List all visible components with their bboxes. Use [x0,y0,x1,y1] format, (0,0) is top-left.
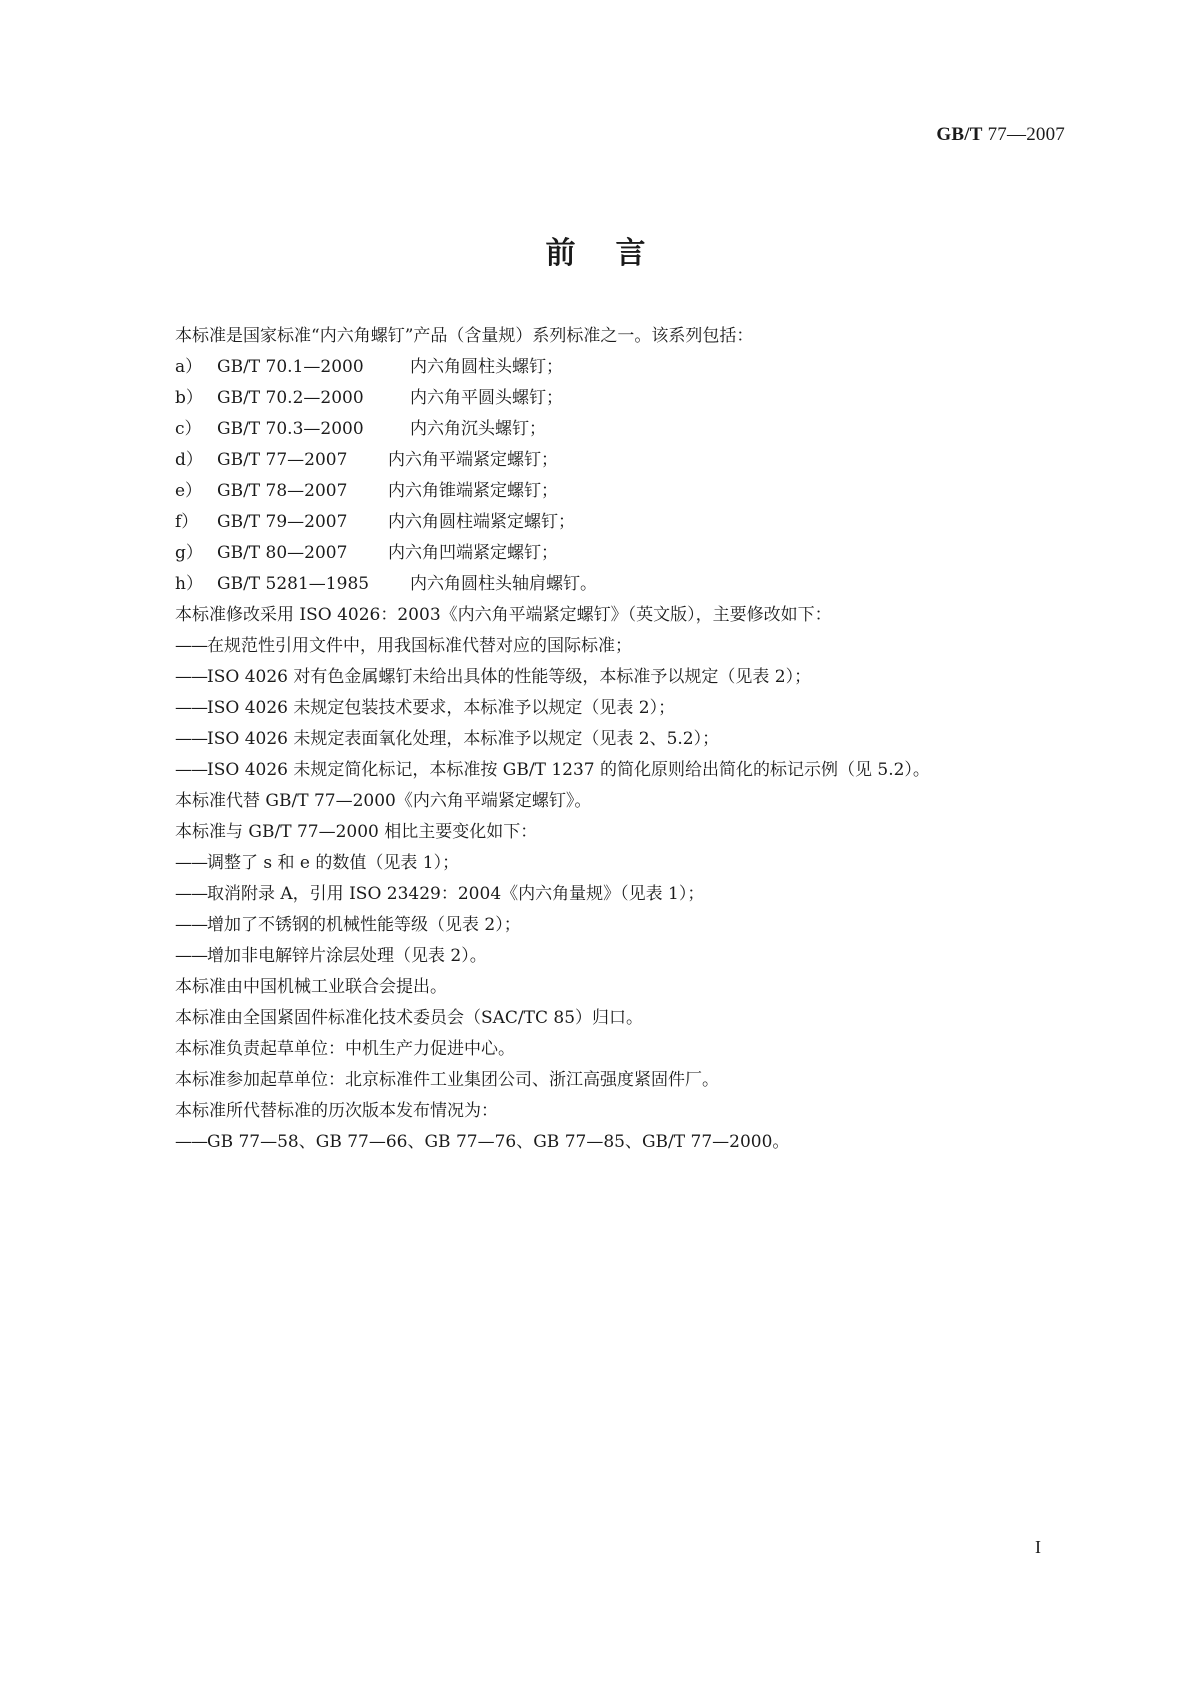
series-item-marker: c） [175,419,202,439]
series-item-marker: a） [175,357,203,377]
drafting-unit-paragraph: 本标准负责起草单位：中机生产力促进中心。 [175,1039,515,1059]
main-change-item [175,848,1075,879]
dash-marker: —— [175,636,207,656]
series-item-marker: e） [175,481,203,501]
main-change-text: 增加非电解锌片涂层处理（见表 2）。 [207,946,487,966]
series-item-name: 内六角平圆头螺钉； [410,388,563,408]
series-item-code: GB/T 70.2—2000 [217,388,364,408]
iso-change-text: ISO 4026 未规定包装技术要求，本标准予以规定（见表 2）； [207,698,676,718]
main-change-text: 增加了不锈钢的机械性能等级（见表 2）； [207,915,521,935]
page-title: 前言 [545,236,686,271]
standard-prefix: GB/T [936,124,983,145]
dash-marker: —— [175,667,207,687]
dash-marker: —— [175,698,207,718]
series-item-name: 内六角沉头螺钉； [410,419,546,439]
main-changes-list [175,848,1075,972]
series-item-name: 内六角圆柱头螺钉； [410,357,563,377]
iso-change-item [175,693,1075,724]
series-item-marker: h） [175,574,203,594]
series-item-name: 内六角圆柱端紧定螺钉； [388,512,575,532]
series-list [175,352,1075,600]
dash-marker: —— [175,1132,207,1152]
series-item-marker: b） [175,388,203,408]
series-item [175,476,1075,507]
iso-change-text: ISO 4026 未规定表面氧化处理，本标准予以规定（见表 2、5.2）； [207,729,720,749]
history-list [175,1127,1075,1158]
series-item-code: GB/T 80—2007 [217,543,348,563]
series-item-name: 内六角凹端紧定螺钉； [388,543,558,563]
series-item-marker: f） [175,512,199,532]
dash-marker: —— [175,853,207,873]
series-item-code: GB/T 79—2007 [217,512,348,532]
series-item-code: GB/T 78—2007 [217,481,348,501]
dash-marker: —— [175,884,207,904]
iso-change-item [175,755,1075,786]
intro-paragraph: 本标准是国家标准“内六角螺钉”产品（含量规）系列标准之一。该系列包括： [175,326,754,346]
replaces-paragraph: 本标准代替 GB/T 77—2000《内六角平端紧定螺钉》。 [175,791,592,811]
iso-change-item [175,631,1075,662]
centralized-by-paragraph: 本标准由全国紧固件标准化技术委员会（SAC/TC 85）归口。 [175,1008,644,1028]
main-change-text: 取消附录 A，引用 ISO 23429：2004《内六角量规》（见表 1）； [207,884,705,904]
foreword-body [175,321,1075,1158]
page-number: I [1035,1537,1041,1557]
history-item [175,1127,1075,1158]
main-change-item [175,879,1075,910]
dash-marker: —— [175,946,207,966]
series-item-name: 内六角锥端紧定螺钉； [388,481,558,501]
iso-adoption-paragraph: 本标准修改采用 ISO 4026：2003《内六角平端紧定螺钉》（英文版），主要修改如下： [175,605,832,625]
series-item-name: 内六角平端紧定螺钉； [388,450,558,470]
iso-changes-list [175,631,1075,786]
dash-marker: —— [175,915,207,935]
history-intro-paragraph: 本标准所代替标准的历次版本发布情况为： [175,1101,498,1121]
dash-marker: —— [175,760,207,780]
standard-suffix: 77—2007 [987,124,1065,145]
proposed-by-paragraph: 本标准由中国机械工业联合会提出。 [175,977,447,997]
iso-change-text: 在规范性引用文件中，用我国标准代替对应的国际标准； [207,636,632,656]
iso-change-item [175,662,1075,693]
iso-change-text: ISO 4026 未规定简化标记，本标准按 GB/T 1237 的简化原则给出简化的标记示例（见 5.2）。 [207,760,930,780]
series-item [175,538,1075,569]
series-item [175,352,1075,383]
standard-number [936,124,1065,146]
series-item-marker: d） [175,450,203,470]
iso-change-text: ISO 4026 对有色金属螺钉未给出具体的性能等级，本标准予以规定（见表 2）； [207,667,812,687]
series-item-code: GB/T 5281—1985 [217,574,370,594]
series-item [175,507,1075,538]
series-item-name: 内六角圆柱头轴肩螺钉。 [410,574,597,594]
dash-marker: —— [175,729,207,749]
series-item-code: GB/T 70.1—2000 [217,357,364,377]
main-change-item [175,941,1075,972]
main-change-item [175,910,1075,941]
series-item [175,445,1075,476]
participating-units-paragraph: 本标准参加起草单位：北京标准件工业集团公司、浙江高强度紧固件厂。 [175,1070,719,1090]
iso-change-item [175,724,1075,755]
series-item [175,383,1075,414]
history-text: GB 77—58、GB 77—66、GB 77—76、GB 77—85、GB/T 77—2000。 [207,1132,790,1152]
series-item [175,414,1075,445]
series-item [175,569,1075,600]
main-change-text: 调整了 s 和 e 的数值（见表 1）； [207,853,460,873]
series-item-marker: g） [175,543,203,563]
series-item-code: GB/T 70.3—2000 [217,419,364,439]
series-item-code: GB/T 77—2007 [217,450,348,470]
comparison-paragraph: 本标准与 GB/T 77—2000 相比主要变化如下： [175,822,538,842]
